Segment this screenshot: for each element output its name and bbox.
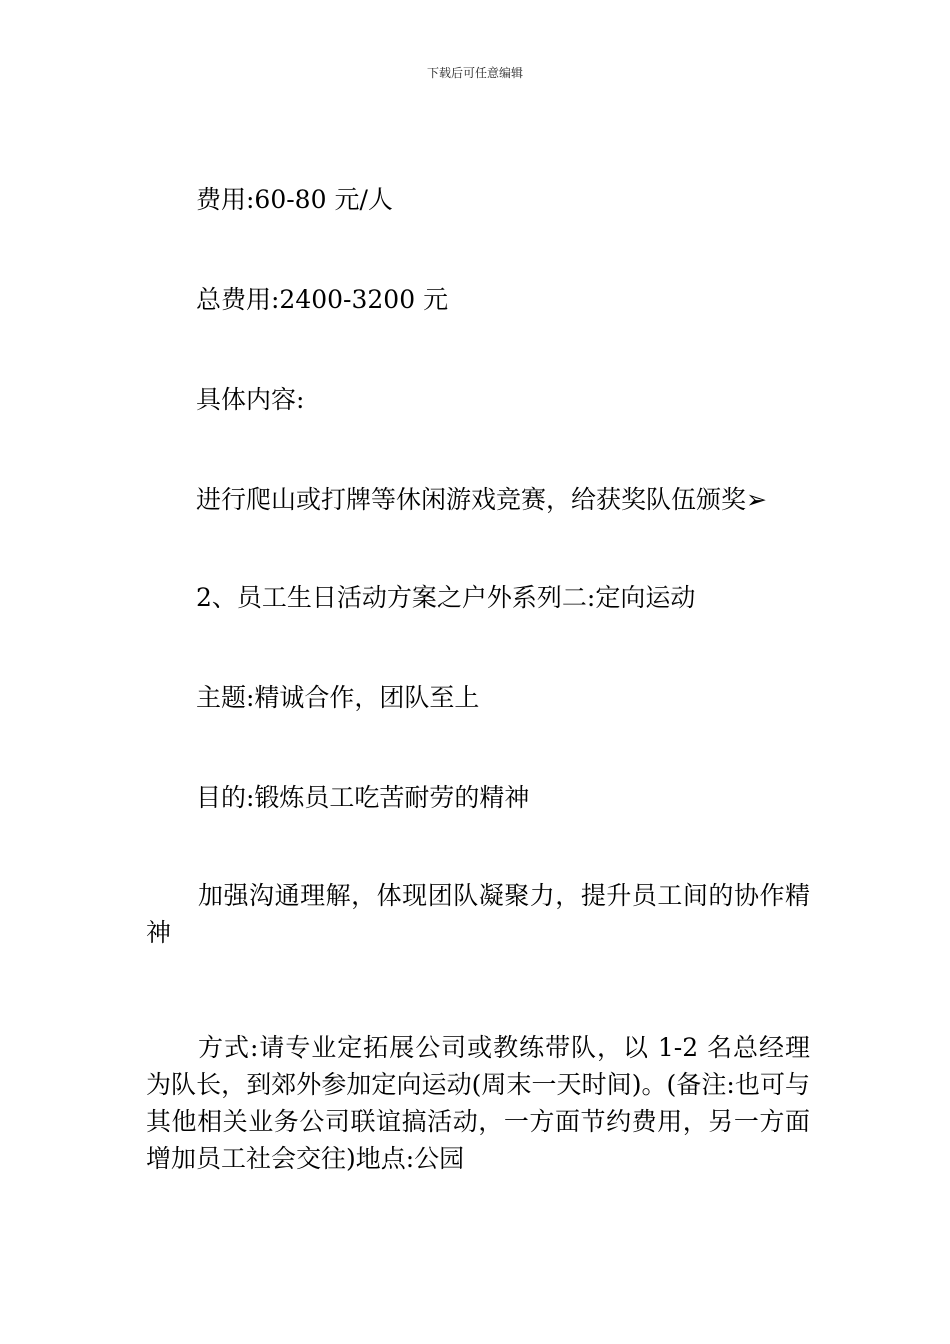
theme-line: 主题:精诚合作，团队至上 bbox=[196, 683, 480, 712]
section-heading: 2、员工生日活动方案之户外系列二:定向运动 bbox=[196, 583, 696, 612]
page-header: 下载后可任意编辑 bbox=[426, 66, 523, 80]
content-description: 进行爬山或打牌等休闲游戏竞赛，给获奖队伍颁奖➢ bbox=[196, 485, 767, 514]
communication-paragraph: 加强沟通理解，体现团队凝聚力，提升员工间的协作精神 bbox=[146, 881, 810, 947]
total-cost-line: 总费用:2400-3200 元 bbox=[196, 285, 449, 314]
content-heading: 具体内容: bbox=[196, 385, 305, 414]
cost-per-person-line: 费用:60-80 元/人 bbox=[196, 185, 393, 214]
method-paragraph: 方式:请专业定拓展公司或教练带队，以 1-2 名总经理为队长，到郊外参加定向运动(周末一天时间)。(备注:也可与其他相关业务公司联谊搞活动，一方面节约费用，另一方面增加员工社会交往)地点:公园 bbox=[146, 1033, 810, 1173]
purpose-line: 目的:锻炼员工吃苦耐劳的精神 bbox=[196, 783, 530, 812]
